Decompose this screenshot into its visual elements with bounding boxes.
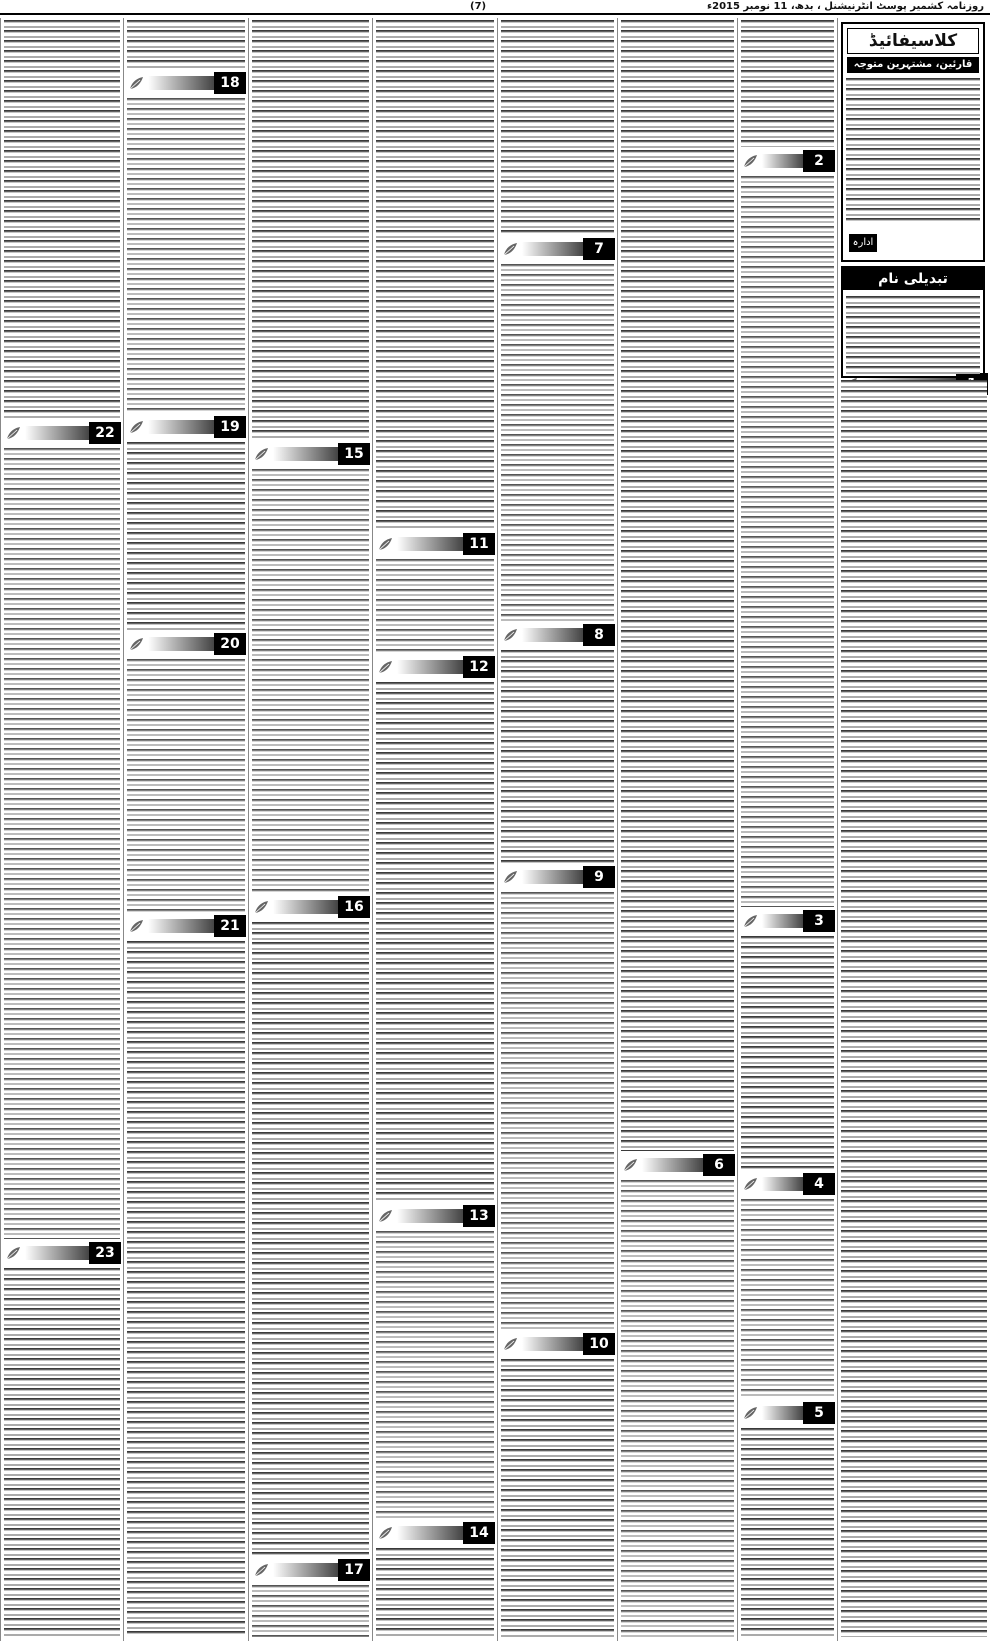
- article-text: [501, 650, 614, 863]
- column-7: [123, 18, 248, 1641]
- section-bar: [148, 420, 214, 434]
- leaf-icon: [742, 153, 758, 169]
- article-text: [127, 442, 245, 630]
- classified-signature: ادارہ: [849, 234, 877, 252]
- article-text: [741, 20, 834, 147]
- section-number: 9: [583, 866, 615, 888]
- column-5: [372, 18, 497, 1641]
- page-number: (7): [470, 1, 487, 12]
- article-text: [741, 936, 834, 1170]
- article-text: [621, 1180, 734, 1637]
- section-number: 4: [803, 1173, 835, 1195]
- leaf-icon: [128, 918, 144, 934]
- leaf-icon: [502, 869, 518, 885]
- article-text: [501, 1359, 614, 1637]
- section-bar: [273, 900, 338, 914]
- article-text: [4, 20, 120, 419]
- section-header-17: [249, 1559, 372, 1581]
- name-change-box: [841, 266, 985, 378]
- leaf-icon: [377, 1525, 393, 1541]
- leaf-icon: [377, 659, 393, 675]
- leaf-icon: [622, 1157, 638, 1173]
- leaf-icon: [128, 419, 144, 435]
- leaf-icon: [128, 75, 144, 91]
- leaf-icon: [502, 1336, 518, 1352]
- section-bar: [273, 1563, 338, 1577]
- section-number: 3: [803, 910, 835, 932]
- article-text: [252, 20, 369, 440]
- masthead-title-date: روزنامہ کشمیر پوسٹ انٹرنیشنل ، بدھ، 11 نومبر 2015ء: [706, 1, 984, 12]
- column-6: [248, 18, 372, 1641]
- section-bar: [762, 1177, 803, 1191]
- leaf-icon: [253, 446, 269, 462]
- section-bar: [397, 660, 463, 674]
- article-text: [376, 1231, 494, 1519]
- article-text: [252, 469, 369, 893]
- section-bar: [522, 1337, 583, 1351]
- section-bar: [148, 76, 214, 90]
- masthead: [0, 0, 990, 15]
- section-bar: [397, 1209, 463, 1223]
- section-header-16: [249, 896, 372, 918]
- leaf-icon: [253, 899, 269, 915]
- section-header-11: [373, 533, 497, 555]
- column-8: [0, 18, 123, 1641]
- section-header-23: [1, 1242, 123, 1264]
- article-text: [4, 1268, 120, 1637]
- article-text: [841, 380, 987, 1637]
- section-bar: [762, 154, 803, 168]
- section-bar: [397, 1526, 463, 1540]
- section-number: 17: [338, 1559, 370, 1581]
- leaf-icon: [377, 1208, 393, 1224]
- classified-text: [846, 78, 980, 223]
- column-2: [737, 18, 837, 1641]
- section-number: 16: [338, 896, 370, 918]
- section-number: 15: [338, 443, 370, 465]
- section-header-22: [1, 422, 123, 444]
- leaf-icon: [742, 1405, 758, 1421]
- leaf-icon: [742, 913, 758, 929]
- section-header-12: [373, 656, 497, 678]
- section-header-3: [738, 910, 837, 932]
- section-bar: [522, 628, 583, 642]
- classified-title: کلاسیفائیڈ: [847, 28, 979, 54]
- leaf-icon: [742, 1176, 758, 1192]
- section-number: 11: [463, 533, 495, 555]
- section-header-21: [124, 915, 248, 937]
- section-header-18: [124, 72, 248, 94]
- article-text: [501, 20, 614, 235]
- section-number: 6: [703, 1154, 735, 1176]
- section-bar: [25, 426, 89, 440]
- section-number: 7: [583, 238, 615, 260]
- article-text: [127, 98, 245, 413]
- article-text: [252, 1585, 369, 1637]
- section-bar: [148, 919, 214, 933]
- section-number: 2: [803, 150, 835, 172]
- section-bar: [642, 1158, 703, 1172]
- section-number: 14: [463, 1522, 495, 1544]
- article-text: [4, 448, 120, 1239]
- article-text: [252, 922, 369, 1556]
- section-header-13: [373, 1205, 497, 1227]
- section-bar: [148, 637, 214, 651]
- name-change-text: [846, 296, 980, 374]
- article-text: [501, 892, 614, 1330]
- section-header-7: [498, 238, 617, 260]
- article-text: [127, 659, 245, 912]
- section-number: 12: [463, 656, 495, 678]
- article-text: [376, 20, 494, 530]
- section-number: 8: [583, 624, 615, 646]
- column-3: [617, 18, 737, 1641]
- section-header-14: [373, 1522, 497, 1544]
- section-number: 23: [89, 1242, 121, 1264]
- leaf-icon: [502, 241, 518, 257]
- section-header-19: [124, 416, 248, 438]
- article-text: [127, 941, 245, 1637]
- section-header-6: [618, 1154, 737, 1176]
- section-number: 18: [214, 72, 246, 94]
- leaf-icon: [502, 627, 518, 643]
- section-bar: [25, 1246, 89, 1260]
- article-text: [127, 20, 245, 69]
- leaf-icon: [253, 1562, 269, 1578]
- leaf-icon: [5, 425, 21, 441]
- section-header-5: [738, 1402, 837, 1424]
- classified-box: [841, 22, 985, 262]
- article-text: [741, 1199, 834, 1399]
- section-header-8: [498, 624, 617, 646]
- section-bar: [397, 537, 463, 551]
- leaf-icon: [377, 536, 393, 552]
- article-text: [376, 559, 494, 653]
- section-bar: [762, 1406, 803, 1420]
- article-text: [741, 1428, 834, 1637]
- section-header-15: [249, 443, 372, 465]
- article-text: [621, 20, 734, 1151]
- article-text: [376, 1548, 494, 1637]
- leaf-icon: [5, 1245, 21, 1261]
- section-number: 19: [214, 416, 246, 438]
- section-number: 5: [803, 1402, 835, 1424]
- section-header-9: [498, 866, 617, 888]
- section-number: 21: [214, 915, 246, 937]
- section-number: 20: [214, 633, 246, 655]
- article-text: [501, 264, 614, 621]
- classified-subtitle: قارئین، مشتہرین متوجہ: [847, 57, 979, 73]
- name-change-title: تبدیلی نام: [843, 268, 983, 290]
- article-text: [376, 682, 494, 1202]
- section-bar: [522, 870, 583, 884]
- section-bar: [522, 242, 583, 256]
- section-header-2: [738, 150, 837, 172]
- section-header-10: [498, 1333, 617, 1355]
- column-4: [497, 18, 617, 1641]
- leaf-icon: [128, 636, 144, 652]
- section-header-4: [738, 1173, 837, 1195]
- section-number: 10: [583, 1333, 615, 1355]
- section-bar: [273, 447, 338, 461]
- article-text: [741, 176, 834, 907]
- section-bar: [762, 914, 803, 928]
- section-number: 13: [463, 1205, 495, 1227]
- section-number: 22: [89, 422, 121, 444]
- section-header-20: [124, 633, 248, 655]
